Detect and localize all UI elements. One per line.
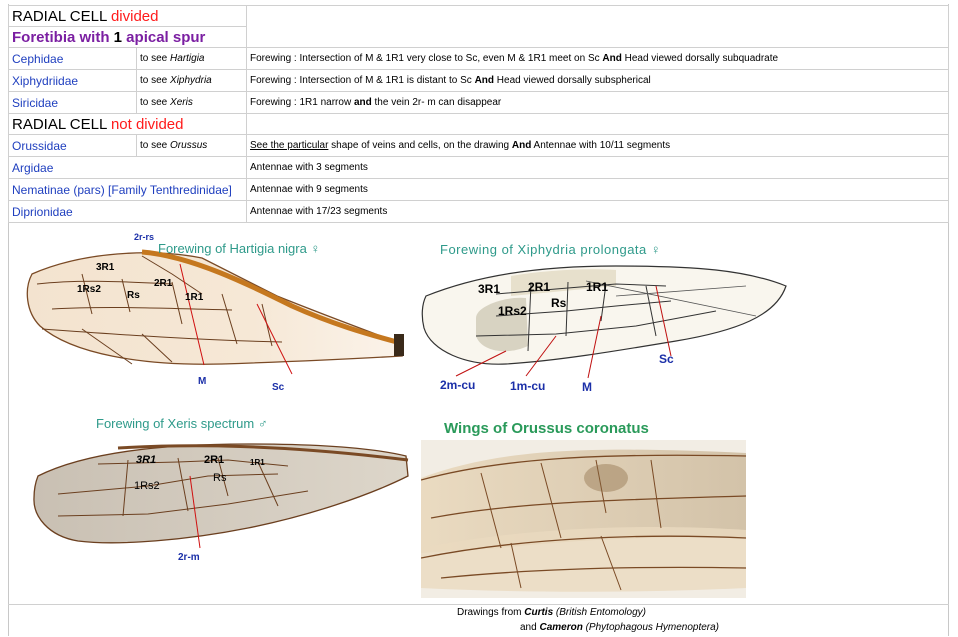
footer-divider [8,604,949,605]
label-3r1: 3R1 [136,454,157,466]
family-link-orussidae[interactable]: Orussidae [9,135,137,157]
label-1r1: 1R1 [586,280,609,294]
label-1rs2: 1Rs2 [77,284,101,295]
character-description: Forewing : 1R1 narrow and the vein 2r- m can disappear [247,92,949,114]
label-3r1: 3R1 [478,282,501,296]
identification-table [8,5,949,223]
orussus-caption: Wings of Orussus coronatus [444,420,649,437]
table-row [9,157,949,179]
character-description: See the particular shape of veins and cells, on the drawing And Antennae with 10/11 segments [247,135,949,157]
label-1r1: 1R1 [250,458,265,467]
foretibia-spur-heading: Foretibia with 1 apical spur [9,27,247,48]
hartigia-caption: Forewing of Hartigia nigra ♀ [158,241,321,256]
character-description: Antennae with 3 segments [247,157,949,179]
see-genus-link[interactable]: to see Orussus [137,135,247,157]
xeris-caption: Forewing of Xeris spectrum ♂ [96,416,268,431]
hartigia-wing-image [22,232,412,393]
table-row [9,179,949,201]
family-link-xiphydriidae[interactable]: Xiphydriidae [9,70,137,92]
see-genus-link[interactable]: to see Xeris [137,92,247,114]
label-rs: Rs [213,472,227,484]
label-1rs2: 1Rs2 [134,480,160,492]
table-row [9,135,949,157]
label-3r1: 3R1 [96,262,115,273]
table-row [9,48,949,70]
family-link-nematinae[interactable]: Nematinae (pars) [Family Tenthredinidae] [9,179,247,201]
label-1m-cu: 1m-cu [510,379,546,393]
xiphydria-caption: Forewing of Xiphydria prolongata ♀ [440,242,662,257]
label-sc: Sc [659,352,674,366]
particular-shape-link[interactable]: See the particular [250,140,329,151]
label-2m-cu: 2m-cu [440,378,476,392]
table-row [9,70,949,92]
radial-cell-divided-heading: RADIAL CELL divided [9,6,247,27]
header-row-not-divided [9,114,949,135]
label-2r-rs: 2r-rs [134,232,155,242]
table-row [9,201,949,223]
family-link-siricidae[interactable]: Siricidae [9,92,137,114]
label-sc: Sc [272,382,285,393]
label-2r1: 2R1 [204,454,225,466]
character-description: Antennae with 9 segments [247,179,949,201]
label-m: M [198,376,207,387]
family-link-cephidae[interactable]: Cephidae [9,48,137,70]
header-row-divided [9,6,949,27]
character-description: Forewing : Intersection of M & 1R1 is distant to Sc And Head viewed dorsally subspherical [247,70,949,92]
footer-credit-curtis: Drawings from Curtis (British Entomology) [457,607,646,618]
label-2r1: 2R1 [154,278,173,289]
family-link-argidae[interactable]: Argidae [9,157,247,179]
label-rs: Rs [551,296,567,310]
see-genus-link[interactable]: to see Hartigia [137,48,247,70]
see-genus-link[interactable]: to see Xiphydria [137,70,247,92]
orussus-wing-image [421,418,746,598]
xiphydria-wing-image [416,256,796,394]
label-2r-m: 2r-m [178,552,200,563]
wing-figures [8,226,949,602]
label-rs: Rs [127,290,140,301]
table-row [9,92,949,114]
character-description: Forewing : Intersection of M & 1R1 very close to Sc, even M & 1R1 meet on Sc And Head viewed dorsally subquadrate [247,48,949,70]
label-1r1: 1R1 [185,292,204,303]
label-m: M [582,380,592,394]
family-link-diprionidae[interactable]: Diprionidae [9,201,247,223]
footer-credit-cameron: and Cameron (Phytophagous Hymenoptera) [520,622,720,633]
label-2r1: 2R1 [528,280,551,294]
character-description: Antennae with 17/23 segments [247,201,949,223]
xeris-wing-image [28,436,413,563]
label-1rs2: 1Rs2 [498,304,527,318]
radial-cell-not-divided-heading: RADIAL CELL not divided [9,114,247,135]
